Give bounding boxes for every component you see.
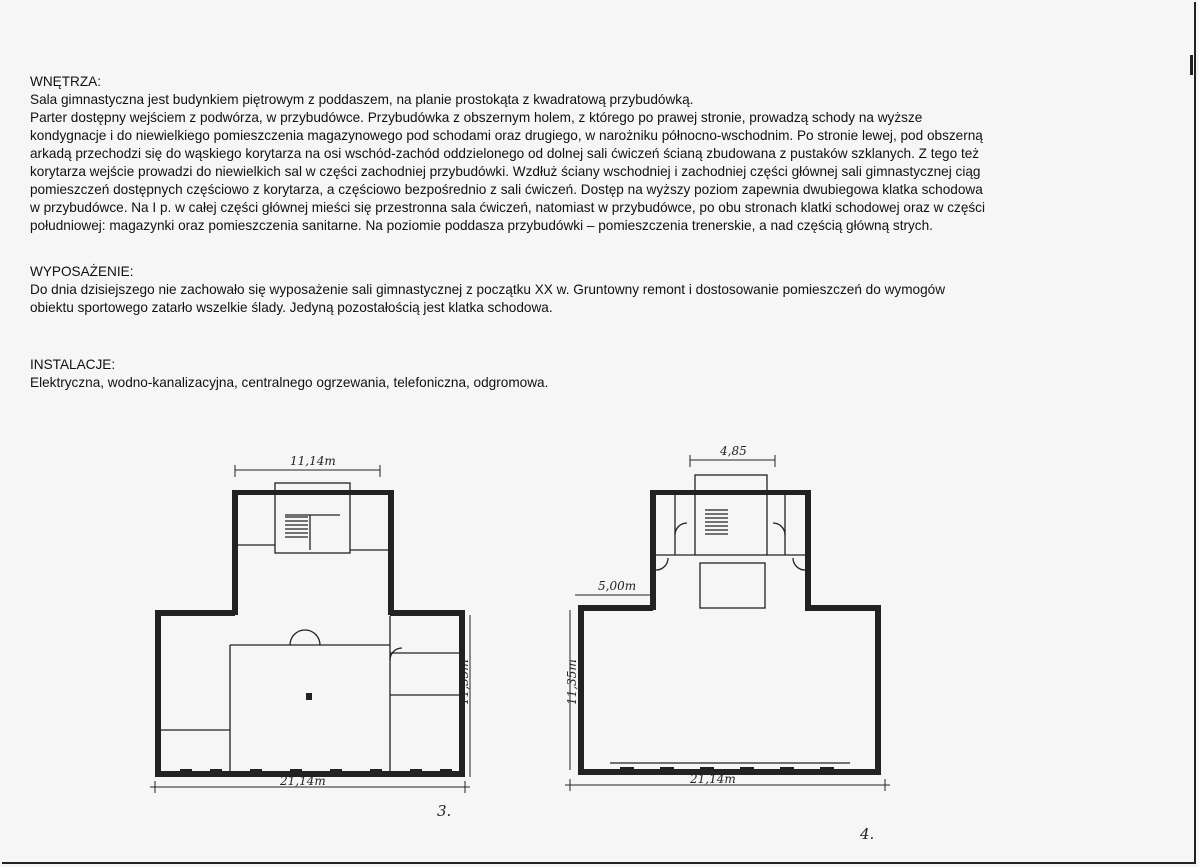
wall bbox=[650, 490, 811, 495]
door-arc bbox=[290, 630, 305, 645]
section-body-interior bbox=[30, 91, 1150, 235]
storage-room bbox=[700, 563, 765, 608]
wall bbox=[388, 490, 394, 615]
text-line: Elektryczna, wodno-kanalizacyjna, centralnego ogrzewania, telefoniczna, odgromowa. bbox=[30, 375, 549, 390]
wall bbox=[875, 605, 881, 775]
dimension-label-left: 5,00m bbox=[598, 579, 637, 593]
text-line: Sala gimnastyczna jest budynkiem piętrowym z poddaszem, na planie prostokąta z kwadratową przybudówką. bbox=[30, 92, 694, 107]
central-mark bbox=[306, 693, 312, 700]
text-line: w przybudówce. Na I p. w całej części głównej mieści się przestronna sala ćwiczeń, natomiast w przybudówce, po obu stronach klatki schodowej oraz w części bbox=[30, 200, 986, 215]
text-line: pomieszczeń dostępnych częściowo z korytarza, a częściowo bezpośrednio z sali ćwiczeń. Dostęp na wyższy poziom zapewnia dwubiegowa klatka schodowa bbox=[30, 182, 983, 197]
wall bbox=[155, 610, 235, 616]
door-arc bbox=[675, 523, 687, 535]
wall bbox=[805, 490, 811, 610]
scan-edge-mark bbox=[1190, 55, 1193, 75]
staircase bbox=[285, 517, 308, 537]
section-body-equipment bbox=[30, 281, 1150, 317]
wall bbox=[232, 490, 238, 615]
wall bbox=[232, 490, 394, 495]
wall bbox=[650, 490, 656, 610]
text-line: Parter dostępny wejściem z podwórza, w przybudówce. Przybudówka z obszernym holem, z którego po prawej stronie, prowadzą schody na wyższe bbox=[30, 110, 923, 125]
text-line: korytarza wejście prowadzi do niewielkich sal w części zachodniej przybudówki. Wzdłuż ściany wschodniej i zachodniej części głównej sali gimnastycznej ciąg bbox=[30, 164, 981, 179]
door-arc bbox=[773, 523, 785, 535]
dimension-label-side: 11,35m bbox=[565, 659, 579, 705]
section-interior bbox=[30, 73, 1150, 235]
door-arc bbox=[793, 558, 805, 570]
door-arc bbox=[305, 630, 320, 645]
text-line: kondygnacje i do niewielkiego pomieszczenia magazynowego pod schodami oraz drugiego, w narożniku północno-wschodnim. Po stronie lewej, pod obszerną bbox=[30, 128, 983, 143]
wall bbox=[805, 605, 881, 611]
plan-number-3: 3. bbox=[437, 802, 452, 820]
wall bbox=[155, 610, 161, 777]
dimension-label-bottom: 21,14m bbox=[280, 774, 326, 788]
stair-hall-outline bbox=[695, 475, 767, 555]
section-heading-equipment: WYPOSAŻENIE: bbox=[30, 264, 134, 279]
plan-number-4: 4. bbox=[860, 825, 875, 843]
section-body-installations bbox=[30, 374, 1150, 392]
door-arc bbox=[390, 648, 402, 660]
text-line: obiektu sportowego zatarło wszelkie ślady. Jedyną pozostałością jest klatka schodowa. bbox=[30, 300, 553, 315]
text-line: arkadą przechodzi się do wąskiego korytarza na osi wschód-zachód oddzielonego od dolnej sali ćwiczeń ścianą zbudowana z pustaków szklanych. Z tego też bbox=[30, 146, 980, 161]
dimension-label-side: 11,35m bbox=[457, 659, 471, 705]
staircase bbox=[705, 510, 728, 534]
dimension-label-top: 4,85 bbox=[720, 445, 747, 458]
section-heading-interior: WNĘTRZA: bbox=[30, 74, 101, 89]
floor-plan-ground bbox=[140, 455, 480, 830]
dimension-label-top: 11,14m bbox=[290, 455, 336, 468]
door-arc bbox=[656, 558, 668, 570]
wall bbox=[578, 605, 653, 611]
wall bbox=[390, 610, 465, 616]
section-equipment bbox=[30, 263, 1150, 317]
dimension-label-bottom: 21,14m bbox=[690, 772, 736, 786]
text-line: Do dnia dzisiejszego nie zachowało się wyposażenie sali gimnastycznej z początku XX w. Gruntowny remont i dostosowanie pomieszczeń do wymogów bbox=[30, 282, 946, 297]
section-heading-installations: INSTALACJE: bbox=[30, 357, 116, 372]
section-installations bbox=[30, 356, 1150, 392]
text-line: południowej: magazynki oraz pomieszczenia sanitarne. Na poziomie poddasza przybudówki – pomieszczenia trenerskie, a nad częścią główną strych. bbox=[30, 218, 933, 233]
floor-plan-upper bbox=[550, 445, 910, 810]
